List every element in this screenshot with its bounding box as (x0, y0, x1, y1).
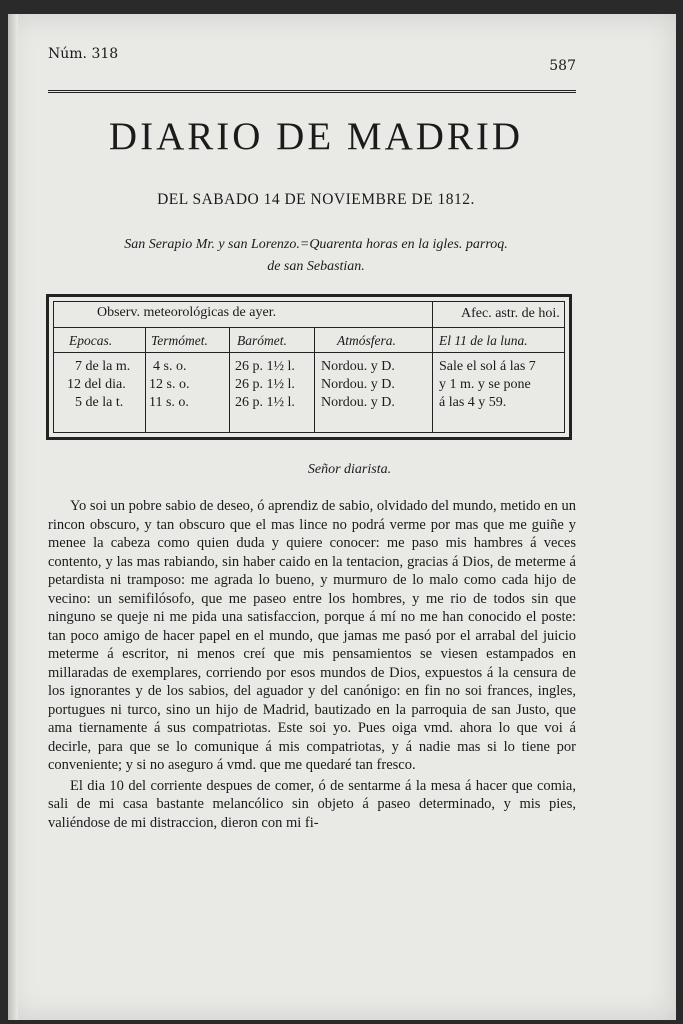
column-divider-2 (229, 327, 230, 432)
row2-atmosfera: Nordou. y D. (321, 377, 395, 392)
header-rule (48, 90, 576, 93)
weather-caption: Observ. meteorológicas de ayer. (97, 305, 277, 320)
row3-atmosfera: Nordou. y D. (321, 395, 395, 410)
issue-date: DEL SABADO 14 DE NOVIEMBRE DE 1812. (157, 191, 475, 208)
astro-column-divider (432, 302, 433, 432)
header-divider (54, 352, 564, 353)
newspaper-title: DIARIO DE MADRID (108, 115, 524, 158)
astro-line-3: á las 4 y 59. (439, 395, 507, 410)
page-spine-shadow (8, 14, 18, 1020)
astro-line-1: Sale el sol á las 7 (439, 359, 536, 374)
row3-termometro: 11 s. o. (149, 395, 189, 410)
row1-atmosfera: Nordou. y D. (321, 359, 395, 374)
saints-line-2: de san Sebastian. (267, 259, 365, 274)
page-number: 587 (549, 58, 576, 74)
row2-barometro: 26 p. 1½ l. (235, 377, 295, 392)
saints-line-1: San Serapio Mr. y san Lorenzo.=Quarenta horas en la igles. parroq. (124, 237, 508, 252)
header-luna: El 11 de la luna. (439, 333, 528, 348)
astro-caption: Afec. astr. de hoi. (461, 306, 560, 321)
row1-epoca: 7 de la m. (75, 359, 131, 374)
article-paragraph-2: El dia 10 del corriente despues de comer, ó de sentarme á la mesa á hacer que comia, sali de mi casa bastante melancólico sin objeto á paseo determinado, y mis pies, valiéndose de mi distraccion, dieron con mi fi- (48, 777, 576, 831)
article-heading: Señor diarista. (307, 462, 392, 477)
article-body (48, 497, 576, 832)
header-epocas: Epocas. (69, 333, 113, 348)
astro-line-2: y 1 m. y se pone (439, 377, 531, 392)
row3-epoca: 5 de la t. (75, 395, 124, 410)
saints-of-the-day (56, 234, 576, 278)
row1-barometro: 26 p. 1½ l. (235, 359, 295, 374)
row1-termometro: 4 s. o. (153, 359, 187, 374)
weather-table (46, 294, 572, 440)
header-termometro: Termómet. (151, 333, 208, 348)
issue-number: Núm. 318 (48, 46, 119, 62)
header-barometro: Barómet. (237, 333, 287, 348)
column-divider-3 (314, 327, 315, 432)
header-atmosfera: Atmósfera. (337, 333, 396, 348)
newspaper-page (8, 14, 676, 1020)
column-divider-1 (145, 327, 146, 432)
article-paragraph-1: Yo soi un pobre sabio de deseo, ó aprendiz de sabio, olvidado del mundo, metido en un rincon obscuro, y tan obscuro que el mas lince no podrá verme por mas que me guiñe y menee la cabeza como quien duda y quiere conocer: me paso mis hambres á veces contento, y las mas rabiando, sin haber caido en la tentacion, gracias á Dios, de meterme á petardista ni tramposo: me agrada lo bueno, y murmuro de lo malo como cada hijo de vecino: un semifilósofo, que me paseo entre los hombres, y me rio de todos sin que ninguno se queje ni me pida una satisfaccion, porque á mí no me han conocido el poste: tan poco amigo de hacer papel en el mundo, que jamas me pasó por el arrabal del juicio meterme á escritor, ni menos creí que mis pensamientos se viesen estampados en millaradas de exemplares, corriendo por esos mundos de Dios, expuestos á la censura de los ignorantes y de los sabios, del aguador y del canónigo: en fin no soi frances, ingles, portugues ni turco, sino un hijo de Madrid, bautizado en la parroquia de san Justo, que ama tiernamente á sus compatriotas. Este soi yo. Pues oiga vmd. ahora lo que voi á decirle, para que se lo comunique á mis compatriotas, y á nadie mas si lo tiene por conveniente; y si no aseguro á vmd. que me quedaré tan fresco. (48, 498, 576, 773)
caption-divider (54, 327, 564, 328)
row3-barometro: 26 p. 1½ l. (235, 395, 295, 410)
row2-termometro: 12 s. o. (149, 377, 190, 392)
row2-epoca: 12 del dia. (67, 377, 126, 392)
